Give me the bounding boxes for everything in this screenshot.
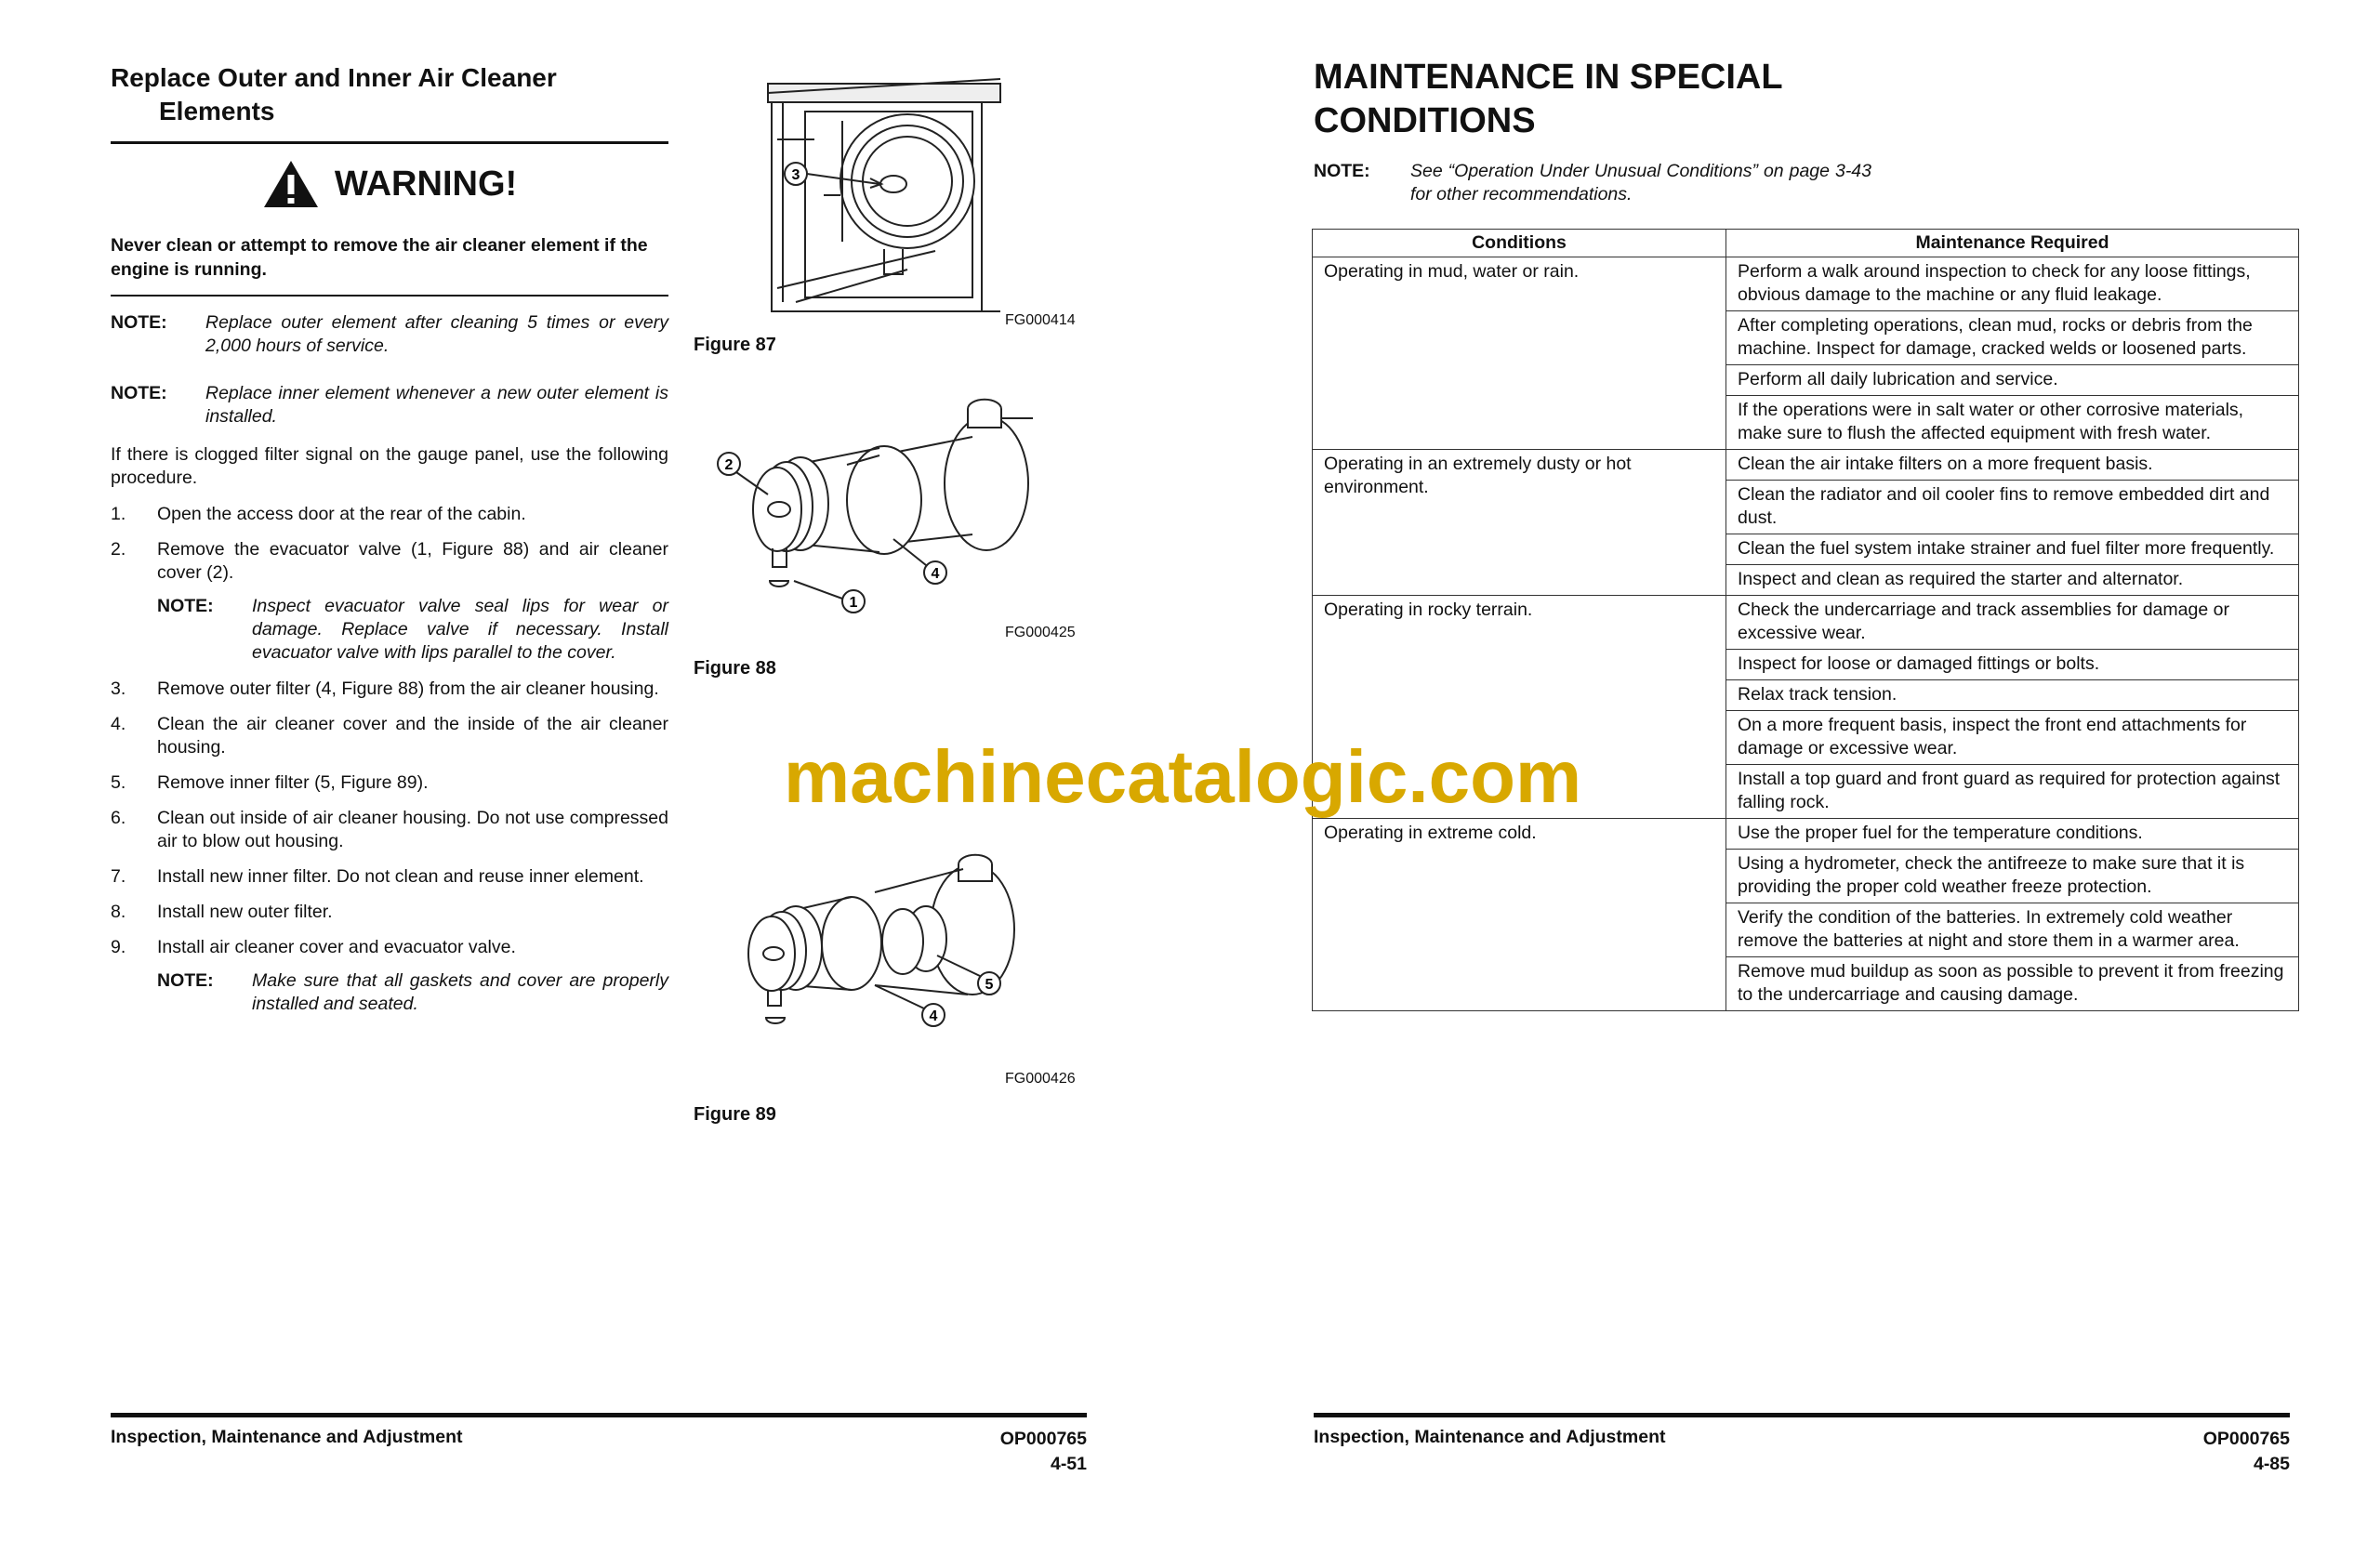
condition-cell: Operating in rocky terrain. <box>1313 596 1726 819</box>
reference-note <box>1314 160 1871 206</box>
right-footer <box>1314 1413 2290 1492</box>
list-item <box>111 936 668 959</box>
list-item <box>111 807 668 853</box>
step-number: 2. <box>111 539 126 560</box>
maintenance-cell: Install a top guard and front guard as required for protection against falling rock. <box>1726 765 2299 819</box>
maintenance-cell: Perform a walk around inspection to check for any loose fittings, obvious damage to the machine or any fluid leakage. <box>1726 257 2299 311</box>
list-item <box>111 538 668 585</box>
callout-4: 4 <box>929 1008 938 1024</box>
maintenance-cell: Inspect for loose or damaged fittings or bolts. <box>1726 650 2299 680</box>
note-label: NOTE: <box>111 383 167 403</box>
intro-paragraph: If there is clogged filter signal on the gauge panel, use the following procedure. <box>111 444 668 488</box>
callout-2: 2 <box>724 457 734 473</box>
table-row <box>1313 596 2299 650</box>
note-label: NOTE: <box>1314 161 1370 181</box>
left-footer <box>111 1413 1087 1492</box>
list-item <box>111 503 668 526</box>
maintenance-cell: After completing operations, clean mud, rocks or debris from the machine. Inspect for damage, cracked welds or loosened parts. <box>1726 311 2299 365</box>
warning-triangle-icon <box>262 159 320 209</box>
maintenance-cell: On a more frequent basis, inspect the front end attachments for damage or excessive wear. <box>1726 711 2299 765</box>
note-text: Replace inner element whenever a new outer element is installed. <box>205 383 668 427</box>
maintenance-table <box>1312 229 2299 1011</box>
callout-4: 4 <box>931 566 940 582</box>
step-number: 5. <box>111 772 126 793</box>
figure-code: FG000425 <box>1005 625 1076 640</box>
air-cleaner-housing-illustration <box>694 65 1084 335</box>
step-number: 7. <box>111 866 126 887</box>
maintenance-cell: Inspect and clean as required the starter and alternator. <box>1726 565 2299 596</box>
maintenance-table-body <box>1313 257 2299 1011</box>
maintenance-cell: Remove mud buildup as soon as possible to prevent it from freezing to the undercarriage and causing damage. <box>1726 957 2299 1011</box>
note-text: Replace outer element after cleaning 5 times or every 2,000 hours of service. <box>205 312 668 356</box>
footer-section: Inspection, Maintenance and Adjustment <box>111 1427 463 1447</box>
figure-88 <box>694 390 1084 679</box>
left-text-column <box>111 61 668 1029</box>
warning-label: WARNING! <box>334 164 518 204</box>
footer-section: Inspection, Maintenance and Adjustment <box>1314 1427 1666 1447</box>
note-2 <box>111 382 668 428</box>
maintenance-cell: Clean the air intake filters on a more frequent basis. <box>1726 450 2299 481</box>
step9-note <box>157 969 668 1016</box>
column-header-conditions: Conditions <box>1313 230 1726 257</box>
table-row <box>1313 450 2299 481</box>
table-row <box>1313 257 2299 311</box>
maintenance-cell: Using a hydrometer, check the antifreeze to make sure that it is providing the proper cold weather freeze protection. <box>1726 850 2299 903</box>
warning-box <box>111 144 668 224</box>
note-text: See “Operation Under Unusual Conditions” on page 3-43 for other recommendations. <box>1410 161 1871 204</box>
page-title-line2: CONDITIONS <box>1314 101 1536 140</box>
step-text: Clean out inside of air cleaner housing. Do not use compressed air to blow out housing. <box>157 808 668 851</box>
section-title-line2: Elements <box>159 97 275 125</box>
note-label: NOTE: <box>111 312 167 333</box>
step-number: 9. <box>111 937 126 957</box>
note-label: NOTE: <box>157 970 214 991</box>
maintenance-cell: Clean the fuel system intake strainer and fuel filter more frequently. <box>1726 534 2299 565</box>
page-title <box>1314 56 1783 143</box>
figure-caption: Figure 89 <box>694 1104 776 1125</box>
table-header-row <box>1313 230 2299 257</box>
note-label: NOTE: <box>157 596 214 616</box>
maintenance-cell: Verify the condition of the batteries. In extremely cold weather remove the batteries at night and store them in a warmer area. <box>1726 903 2299 957</box>
maintenance-cell: Clean the radiator and oil cooler fins to remove embedded dirt and dust. <box>1726 481 2299 534</box>
maintenance-cell: Relax track tension. <box>1726 680 2299 711</box>
step-number: 8. <box>111 902 126 922</box>
air-cleaner-exploded-illustration <box>694 390 1084 632</box>
step-text: Install new inner filter. Do not clean and reuse inner element. <box>157 866 644 887</box>
note-text: Make sure that all gaskets and cover are properly installed and seated. <box>252 970 668 1014</box>
list-item <box>111 901 668 924</box>
inner-filter-exploded-illustration <box>694 846 1084 1060</box>
maintenance-cell: Use the proper fuel for the temperature conditions. <box>1726 819 2299 850</box>
step-number: 6. <box>111 808 126 828</box>
step-number: 4. <box>111 714 126 734</box>
table-row <box>1313 819 2299 850</box>
maintenance-cell: If the operations were in salt water or other corrosive materials, make sure to flush the affected equipment with fresh water. <box>1726 396 2299 450</box>
maintenance-cell: Check the undercarriage and track assemblies for damage or excessive wear. <box>1726 596 2299 650</box>
figure-89 <box>694 846 1084 1134</box>
footer-page-ref <box>2203 1427 2290 1477</box>
callout-3: 3 <box>791 167 800 183</box>
warning-rule <box>111 295 668 297</box>
footer-doc-number: OP000765 <box>999 1429 1087 1449</box>
callout-1: 1 <box>849 595 858 611</box>
callout-5: 5 <box>985 977 994 993</box>
section-title-line1: Replace Outer and Inner Air Cleaner <box>111 63 557 92</box>
note-text: Inspect evacuator valve seal lips for wear or damage. Replace valve if necessary. Install evacuator valve with lips parallel to the cover. <box>252 596 668 663</box>
step-text: Install air cleaner cover and evacuator valve. <box>157 937 516 957</box>
figure-caption: Figure 87 <box>694 335 776 355</box>
step-text: Clean the air cleaner cover and the inside of the air cleaner housing. <box>157 714 668 758</box>
procedure-steps <box>111 503 668 1016</box>
watermark-text: machinecatalogic.com <box>784 735 1582 818</box>
figure-caption: Figure 88 <box>694 658 776 679</box>
warning-text: Never clean or attempt to remove the air cleaner element if the engine is running. <box>111 235 648 280</box>
step-text: Remove the evacuator valve (1, Figure 88) and air cleaner cover (2). <box>157 539 668 583</box>
note-1 <box>111 311 668 358</box>
condition-cell: Operating in extreme cold. <box>1313 819 1726 1011</box>
step-text: Remove outer filter (4, Figure 88) from the air cleaner housing. <box>157 679 659 699</box>
footer-page-number: 4-51 <box>1050 1454 1087 1474</box>
figure-code: FG000426 <box>1005 1071 1076 1087</box>
figure-code: FG000414 <box>1005 312 1076 328</box>
column-header-maintenance: Maintenance Required <box>1726 230 2299 257</box>
step-text: Remove inner filter (5, Figure 89). <box>157 772 429 793</box>
page-title-line1: MAINTENANCE IN SPECIAL <box>1314 58 1783 97</box>
figure-87 <box>694 65 1084 362</box>
maintenance-cell: Perform all daily lubrication and service. <box>1726 365 2299 396</box>
condition-cell: Operating in mud, water or rain. <box>1313 257 1726 450</box>
condition-cell: Operating in an extremely dusty or hot environment. <box>1313 450 1726 596</box>
list-item <box>111 713 668 759</box>
list-item <box>111 865 668 889</box>
footer-page-ref <box>1000 1427 1087 1477</box>
footer-doc-number: OP000765 <box>2202 1429 2290 1449</box>
section-title <box>111 61 668 128</box>
step2-note <box>157 595 668 665</box>
step-text: Open the access door at the rear of the cabin. <box>157 504 526 524</box>
list-item <box>111 771 668 795</box>
step-number: 1. <box>111 504 126 524</box>
footer-page-number: 4-85 <box>2253 1454 2290 1474</box>
list-item <box>111 678 668 701</box>
step-number: 3. <box>111 679 126 699</box>
step-text: Install new outer filter. <box>157 902 333 922</box>
